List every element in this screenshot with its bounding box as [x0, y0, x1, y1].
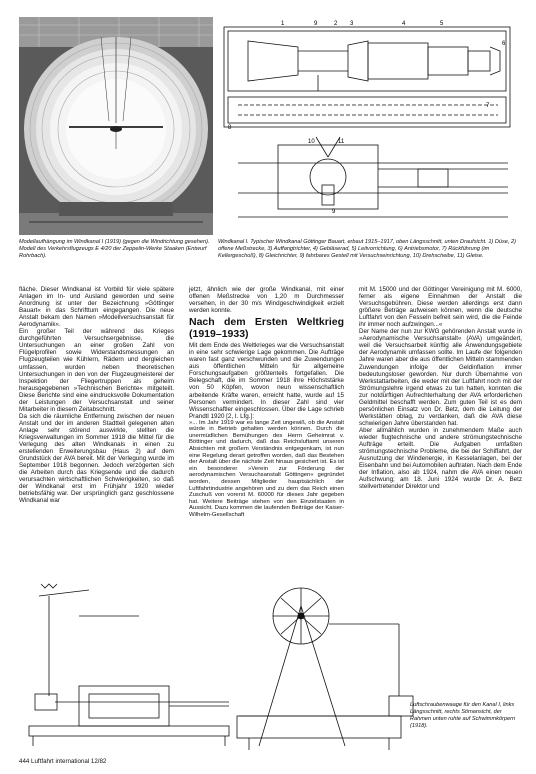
page-footer: 444 Luftfahrt international 12/82 — [19, 758, 107, 765]
diagram-label: 11 — [338, 139, 345, 145]
diagram-label: 6 — [502, 41, 506, 47]
paragraph: Da sich die räumliche Entfernung zwischen der neuen Anstalt und der im anderen Stadtteil gelegenen alten Anlage sehr störend auswirkte, stellten die Kriegsverwaltungen im Sommer 1918 die Mittel für die Verlegung des alten Windkanals in einen zu erstellenden Erweiterungsbau (Haus 2) auf dem Grundstück der AVA bereit. Mit der Verlegung wurde im September 1918 begonnen. Jedoch verzögerten sich die Arbeiten durch das Kriegsende und die dadurch verursachten wirtschaftlichen Schwierigkeiten, so daß der Windkanal erst im Frühjahr 1920 wieder betriebsfähig war. Der ursprünglich ganz geschlossene Windkanal war — [19, 412, 174, 505]
diagram-label: 8 — [228, 125, 232, 131]
diagram-label: 2 — [334, 21, 338, 27]
paragraph: jetzt, ähnlich wie der große Windkanal, mit einer offenen Meßstrecke von 1,20 m Durchmesser versehen, in der 30 m/s Windgeschwindigkeit erzielt werden konnte. — [189, 286, 344, 315]
paragraph: mit M. 15000 und der Göttinger Vereinigung mit M. 6000, ferner als eigene Einnahmen der Anstalt die Versuchsgebühren. Diese werden allerdings erst dann größere Beträge aufweisen können, wenn die deutsche Luftfahrt von den Fesseln befreit sein wird, die die Feinde ihr immer noch aufzwingen...« — [359, 286, 522, 329]
diagram-label: 9 — [332, 209, 336, 215]
paragraph: Aber allmählich wurden in zunehmendem Maße auch wieder flugtechnische und andere strömungstechnische Aufträge erteilt. Die Aufgaben umfaßten strömungstechnische Probleme, die bei der Schiffahrt, der Ausnutzung der Windenergie, in Kesselanlagen, bei der Eisenbahn und bei Automobilen auftraten. Nach dem Ende der Inflation, also ab 1924, nahm die AVA einen neuen Aufschwung; am 18. Juni 1924 wurde Dr. A. Betz stellvertretender Direktor und — [359, 426, 522, 491]
paragraph: fläche. Dieser Windkanal ist Vorbild für viele spätere Anlagen im In- und Ausland geworden und seine Anordnung ist unter der Bezeichnung »Göttinger Bauart« in das Schrifttum eingegangen. Die neue Anstalt bekam den Namen »Modellversuchsanstalt für Aerodynamik«. — [19, 286, 174, 329]
diagram-label: 1 — [281, 21, 285, 27]
text-column-3 — [359, 286, 522, 490]
diagram-label: 4 — [402, 21, 406, 27]
quote-paragraph: »... Im Jahr 1919 war es lange Zeit ungewiß, ob die Anstalt würde in Betrieb gehalten werden können. Durch die unermüdlichen Bemühungen des Herrn Geheimrat v. Böttinger und dadurch, daß das Reichsluftamt unseren Absichten mit großem Verständnis entgegenkam, ist nun eine Regelung derart getroffen worden, daß das Bestehen der Anstalt über die nächste Zeit hinaus gesichert ist. Es ist ein besonderer »Verein zur Förderung der aerodynamischen Versuchsanstalt Göttingen« gegründet worden, dessen Mitglieder hauptsächlich der Luftfahrtindustrie angehören und zu dem das Reich einen Zuschuß von vorerst M. 60000 für dieses Jahr gegeben hat. Weitere Beiträge stehen von den Einzelstaaten in Aussicht. Dazu kommen die laufenden Beiträge der Kaiser-Wilhelm-Gesellschaft — [189, 419, 344, 519]
diagram-label: 5 — [440, 21, 444, 27]
diagram-label: 9 — [314, 21, 318, 27]
paragraph: Der Name der nun zur KWG gehörenden Anstalt wurde in »Aerodynamische Versuchsanstalt« (AVA) umgeändert, weil die Versuchsarbeit künftig alle Anwendungsgebiete der Aerodynamik umfassen sollte. Im Laufe der folgenden Jahre waren aber die aus öffentlichen Mitteln stammenden Zuwendungen infolge der Geldinflation immer bedeutungsloser geworden. Nur durch Übernahme von Werkstattarbeiten, die weder mit der Luftfahrt noch mit der Strömungslehre irgend etwas zu tun hatten, konnten die zur notdürftigen Aufrechterhaltung der AVA erforderlichen Geldmittel beschafft werden. Zum guten Teil ist es dem persönlichen Einsatz von Dr. Betz, dem die Leitung der Werkstätten oblag, zu verdanken, daß die AVA diese schwierigen Jahre überstanden hat. — [359, 328, 522, 427]
text-column-1 — [19, 286, 174, 504]
paragraph: Mit dem Ende des Weltkrieges war die Versuchsanstalt in eine sehr schwierige Lage gekommen. Die Aufträge waren fast ganz verschwunden und die Zuwendungen aus öffentlichen Mitteln für allgemeine Forschungsaufgaben größtenteils fortgefallen. Die Belegschaft, die im Sommer 1918 ihre Höchststärke von 50 Köpfen, wovon neun wissenschaftlich arbeitende Kräfte waren, erreicht hatte, wurde auf 15 Personen vermindert. In dieser Zahl sind vier Wissenschaftler eingeschlossen. Über die Lage schrieb Prandtl 1920 [2, I. Lfg.]: — [189, 342, 344, 420]
photo-caption: Modellaufhängung im Windkanal I (1919) (gegen die Windrichtung gesehen). Modell des Verkehrsflugzeugs E 4/20 der Zeppelin-Werke Staaken (Entwurf Rohrbach). — [19, 239, 210, 259]
paragraph: Ein großer Teil der während des Krieges durchgeführten Versuchsergebnisse, die Untersuchungen an einer großen Zahl von Flügelprofilen sowie Widerstandsmessungen an Flugzeugteilen wie Kühlern, Rädern und dergleichen umfassen, wurden neben theoretischen Untersuchungen in den von der Flugzeugmeisterei der Inspektion der Fliegertruppen als geheim herausgegebenen »Technischen Berichte« mitgeteilt. Diese Berichte sind eine eindrucksvolle Dokumentation der Leistungen der Versuchsanstalt und seiner Mitarbeiter in diesem Zeitabschnitt. — [19, 328, 174, 413]
bottom-figure-caption: Luftschraubenwaage für den Kanal I, links Längsschnitt, rechts Stirnansicht, der Rahmen unten ruhte auf Schwimmkörpern (1918). — [410, 702, 516, 729]
wind-tunnel-photo — [19, 17, 213, 235]
diagram-caption: Windkanal I. Typischer Windkanal Göttinger Bauart, erbaut 1915–1917, oben Längsschnitt, unten Draufsicht. 1) Düse, 2) offene Meßstrecke, 3) Auffangtrichter, 4) Gebläserad, 5) Leitvorrichtung, 6) Antriebsmotor, 7) Rückführung (im Kellergeschoß), 8) Gleichrichter, 9) fahrbares Gestell mit Versuchseinrichtung, 10) Drehscheibe, 11) Gleise. — [218, 239, 516, 259]
section-heading: Nach dem Ersten Weltkrieg (1919–1933) — [189, 316, 344, 340]
diagram-label: 10 — [308, 139, 315, 145]
diagram-label: 7 — [486, 103, 490, 109]
wind-tunnel-diagram — [218, 17, 522, 235]
text-column-2 — [189, 286, 344, 519]
diagram-label: 3 — [350, 21, 354, 27]
